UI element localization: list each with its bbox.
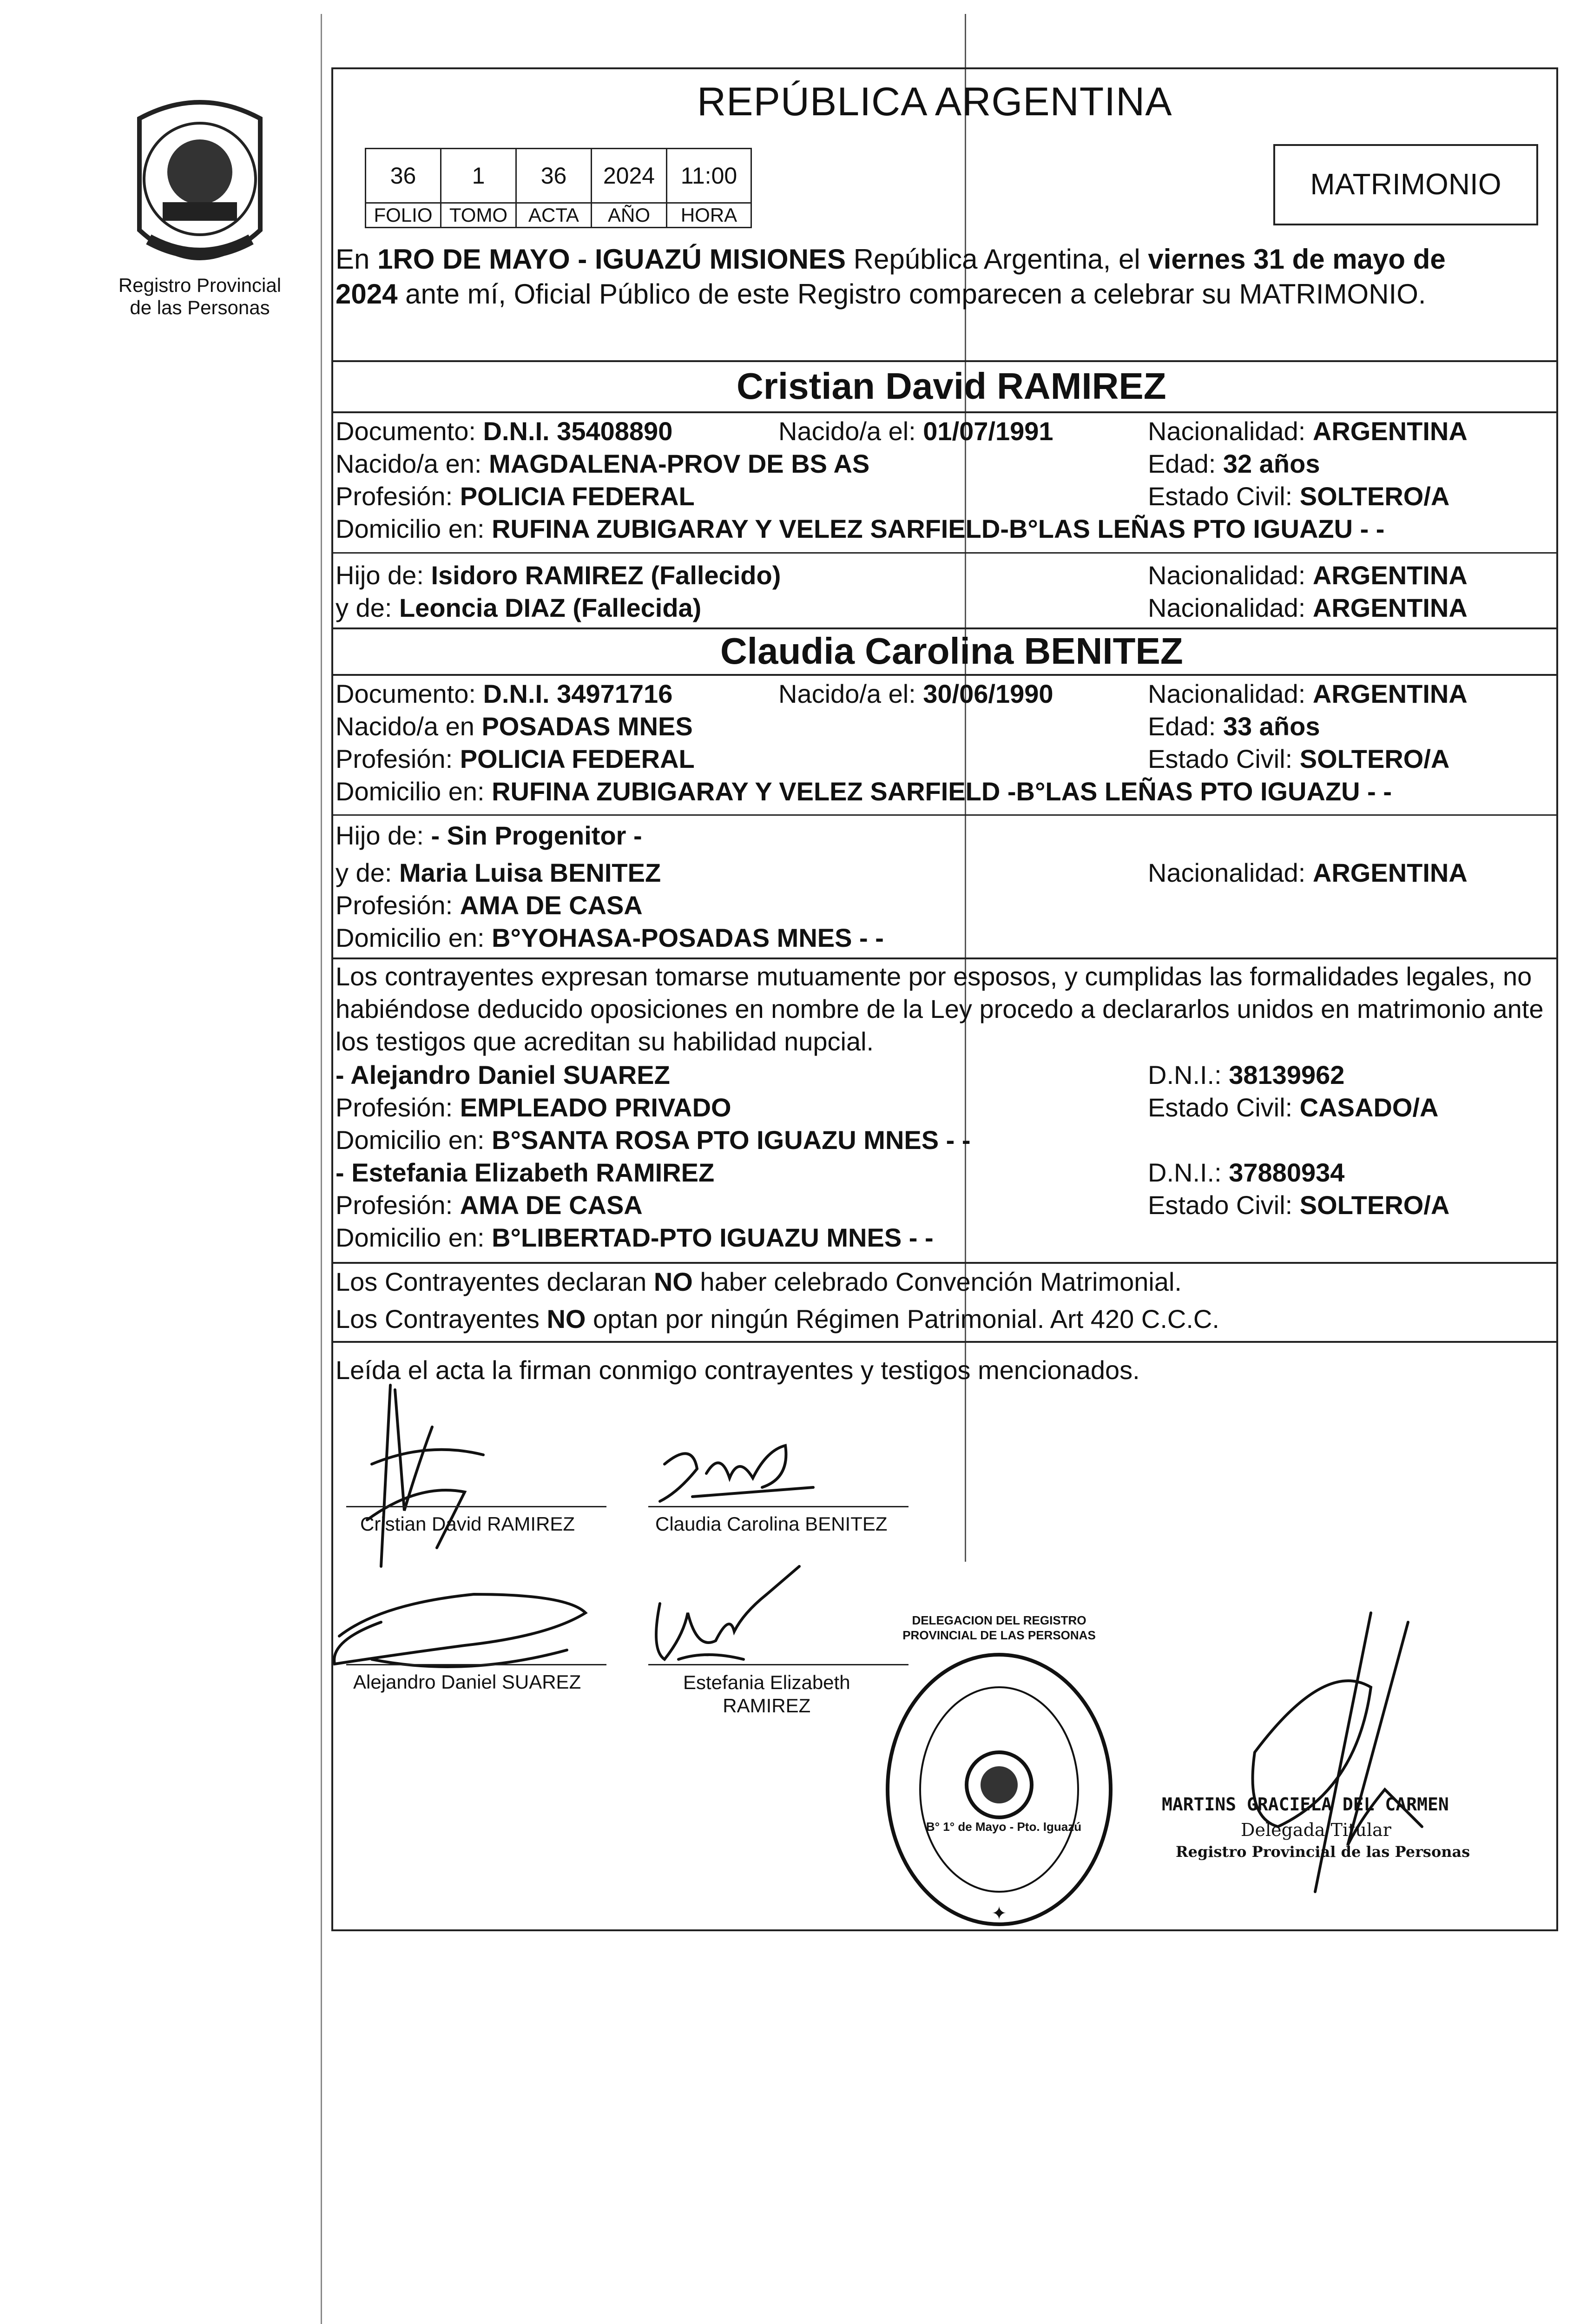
groom-name: Cristian David RAMIREZ <box>737 365 1166 407</box>
signature-label-witness-2: Estefania Elizabeth RAMIREZ <box>683 1671 850 1717</box>
bride-birth-date: Nacido/a el: 30/06/1990 <box>778 679 1053 708</box>
bride-mother-address: Domicilio en: B°YOHASA-POSADAS MNES - - <box>336 923 884 952</box>
groom-mother: y de: Leoncia DIAZ (Fallecida) <box>336 593 702 622</box>
witness-1-profession: Profesión: EMPLEADO PRIVADO <box>336 1093 731 1122</box>
convention-line-1: Los Contrayentes declaran NO haber celebrado Convención Matrimonial. <box>336 1267 1182 1296</box>
signature-line-bride <box>648 1506 908 1507</box>
groom-father-nationality: Nacionalidad: ARGENTINA <box>1148 561 1468 590</box>
misiones-seal-icon <box>112 91 288 286</box>
registry-stamp <box>878 1645 1120 1934</box>
witness-1-dni: D.N.I.: 38139962 <box>1148 1060 1345 1089</box>
bride-mother-profession: Profesión: AMA DE CASA <box>336 891 643 920</box>
groom-birth-place: Nacido/a en: MAGDALENA-PROV DE BS AS <box>336 449 870 478</box>
signature-line-groom <box>346 1506 606 1507</box>
bride-nationality: Nacionalidad: ARGENTINA <box>1148 679 1468 708</box>
stamp-text: DELEGACION DEL REGISTRO PROVINCIAL DE LAS PERSONAS <box>902 1613 1096 1642</box>
bride-age: Edad: 33 años <box>1148 712 1320 741</box>
record-value-folio: 36 <box>365 148 441 204</box>
divider <box>331 1341 1558 1343</box>
groom-birth-date: Nacido/a el: 01/07/1991 <box>778 416 1053 446</box>
signature-label-witness-1: Alejandro Daniel SUAREZ <box>353 1671 581 1693</box>
page-title: REPÚBLICA ARGENTINA <box>697 79 1172 124</box>
divider <box>331 552 1558 554</box>
divider <box>331 627 1558 629</box>
record-label-anio: AÑO <box>591 202 667 228</box>
record-label-acta: ACTA <box>515 202 592 228</box>
groom-mother-nationality: Nacionalidad: ARGENTINA <box>1148 593 1468 622</box>
bride-civil-status: Estado Civil: SOLTERO/A <box>1148 744 1450 773</box>
bride-address: Domicilio en: RUFINA ZUBIGARAY Y VELEZ SARFIELD -B°LAS LEÑAS PTO IGUAZU - - <box>336 777 1392 806</box>
divider <box>331 674 1558 676</box>
groom-father: Hijo de: Isidoro RAMIREZ (Fallecido) <box>336 561 781 590</box>
groom-profession: Profesión: POLICIA FEDERAL <box>336 482 695 511</box>
signature-label-groom: Cristian David RAMIREZ <box>360 1513 575 1535</box>
declaration-line-1: Los contrayentes expresan tomarse mutuamente por esposos, y cumplidas las formalidades legales, no <box>336 962 1532 991</box>
witness-2-name: - Estefania Elizabeth RAMIREZ <box>336 1158 715 1187</box>
divider <box>331 411 1558 413</box>
record-label-folio: FOLIO <box>365 202 441 228</box>
record-value-hora: 11:00 <box>666 148 752 204</box>
stamp-inner-text: B° 1° de Mayo - Pto. Iguazú <box>926 1820 1082 1834</box>
official-name: MARTINS GRACIELA DEL CARMEN <box>1162 1794 1449 1815</box>
record-label-tomo: TOMO <box>440 202 517 228</box>
record-value-acta: 36 <box>515 148 592 204</box>
divider <box>331 360 1558 362</box>
registry-logo <box>112 91 288 286</box>
divider <box>331 957 1558 959</box>
groom-civil-status: Estado Civil: SOLTERO/A <box>1148 482 1450 511</box>
declaration-line-3: los testigos que acreditan su habilidad nupcial. <box>336 1027 874 1056</box>
closing-text: Leída el acta la firman conmigo contrayentes y testigos mencionados. <box>336 1355 1140 1385</box>
groom-address: Domicilio en: RUFINA ZUBIGARAY Y VELEZ SARFIELD-B°LAS LEÑAS PTO IGUAZU - - <box>336 514 1385 543</box>
groom-document: Documento: D.N.I. 35408890 <box>336 416 673 446</box>
intro-line-1: En 1RO DE MAYO - IGUAZÚ MISIONES República Argentina, el viernes 31 de mayo de <box>336 244 1446 275</box>
convention-line-2: Los Contrayentes NO optan por ningún Régimen Patrimonial. Art 420 C.C.C. <box>336 1304 1219 1334</box>
left-margin-line <box>321 14 322 2324</box>
bride-name: Claudia Carolina BENITEZ <box>720 630 1183 672</box>
doc-type-badge <box>1273 144 1538 225</box>
divider <box>331 814 1558 816</box>
witness-1-civil-status: Estado Civil: CASADO/A <box>1148 1093 1439 1122</box>
groom-nationality: Nacionalidad: ARGENTINA <box>1148 416 1468 446</box>
signature-line-witness-1 <box>346 1664 606 1665</box>
record-label-hora: HORA <box>666 202 752 228</box>
doc-type-label: MATRIMONIO <box>1310 167 1501 201</box>
stamp-oval-icon <box>878 1645 1120 1934</box>
witness-2-civil-status: Estado Civil: SOLTERO/A <box>1148 1190 1450 1220</box>
official-office: Registro Provincial de las Personas <box>1176 1843 1470 1861</box>
official-role: Delegada Titular <box>1241 1820 1391 1840</box>
witness-1-name: - Alejandro Daniel SUAREZ <box>336 1060 670 1089</box>
bride-birth-place: Nacido/a en POSADAS MNES <box>336 712 693 741</box>
bride-document: Documento: D.N.I. 34971716 <box>336 679 673 708</box>
witness-2-dni: D.N.I.: 37880934 <box>1148 1158 1345 1187</box>
declaration-line-2: habiéndose deducido oposiciones en nombre de la Ley procedo a declararlos unidos en matrimonio ante <box>336 994 1544 1023</box>
logo-caption: Registro Provincial de las Personas <box>118 274 282 318</box>
signature-line-witness-2 <box>648 1664 908 1665</box>
bride-mother-nationality: Nacionalidad: ARGENTINA <box>1148 858 1468 887</box>
bride-profession: Profesión: POLICIA FEDERAL <box>336 744 695 773</box>
signature-label-bride: Claudia Carolina BENITEZ <box>655 1513 888 1535</box>
svg-text:✦: ✦ <box>991 1903 1007 1924</box>
groom-age: Edad: 32 años <box>1148 449 1320 478</box>
bride-father: Hijo de: - Sin Progenitor - <box>336 821 642 850</box>
witness-2-address: Domicilio en: B°LIBERTAD-PTO IGUAZU MNES - - <box>336 1223 934 1252</box>
bride-mother: y de: Maria Luisa BENITEZ <box>336 858 661 887</box>
record-value-anio: 2024 <box>591 148 667 204</box>
divider <box>331 1262 1558 1264</box>
witness-2-profession: Profesión: AMA DE CASA <box>336 1190 643 1220</box>
intro-line-2: 2024 ante mí, Oficial Público de este Registro comparecen a celebrar su MATRIMONIO. <box>336 278 1426 310</box>
witness-1-address: Domicilio en: B°SANTA ROSA PTO IGUAZU MNES - - <box>336 1125 971 1155</box>
record-value-tomo: 1 <box>440 148 517 204</box>
